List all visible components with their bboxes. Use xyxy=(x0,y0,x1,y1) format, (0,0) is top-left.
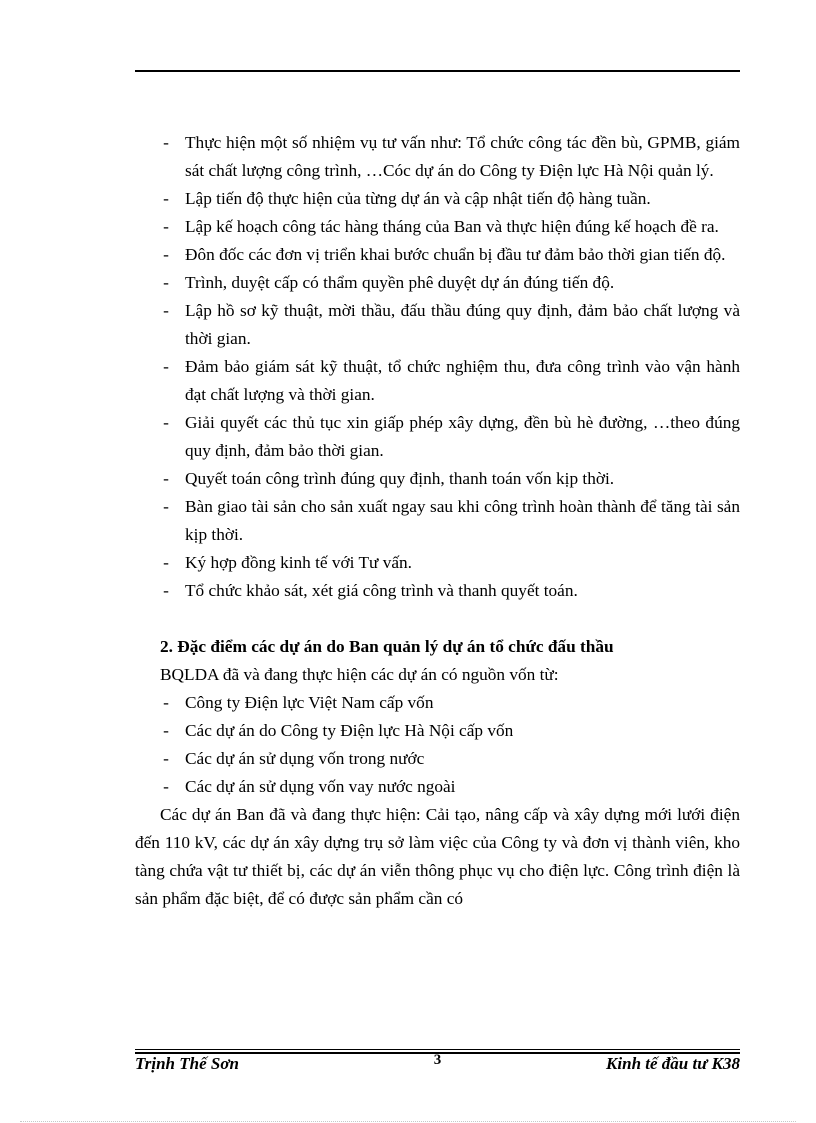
list-item: - Tổ chức khảo sát, xét giá công trình và thanh quyết toán. xyxy=(135,577,740,605)
bullet-dash-icon: - xyxy=(163,721,169,740)
bullet-dash-icon: - xyxy=(163,581,169,600)
list-item: - Trình, duyệt cấp có thẩm quyền phê duyệt dự án đúng tiến độ. xyxy=(135,269,740,297)
body-paragraph: Các dự án Ban đã và đang thực hiện: Cải tạo, nâng cấp và xây dựng mới lưới điện đến 110 kV, các dự án xây dựng trụ sở làm việc của Công ty và đơn vị thành viên, kho tàng chứa vật tư thiết bị, các dự án viễn thông phục vụ cho điện lực. Công trình điện là sản phẩm đặc biệt, để có được sản phẩm cần có xyxy=(135,805,740,908)
list-item: - Đôn đốc các đơn vị triển khai bước chuẩn bị đầu tư đảm bảo thời gian tiến độ. xyxy=(135,241,740,269)
bullet-dash-icon: - xyxy=(163,217,169,236)
list-item: - Bàn giao tài sản cho sản xuất ngay sau khi công trình hoàn thành để tăng tài sản kịp thời. xyxy=(135,493,740,549)
list-item: - Các dự án do Công ty Điện lực Hà Nội cấp vốn xyxy=(135,717,740,745)
list-item: - Công ty Điện lực Việt Nam cấp vốn xyxy=(135,689,740,717)
page-footer xyxy=(135,1054,740,1078)
footer-rule xyxy=(135,1049,740,1050)
bullet-dash-icon: - xyxy=(163,693,169,712)
bullet-dash-icon: - xyxy=(163,469,169,488)
bullet-dash-icon: - xyxy=(163,413,169,432)
list-item: - Thực hiện một số nhiệm vụ tư vấn như: Tổ chức công tác đền bù, GPMB, giám sát chất lượng công trình, …Cóc dự án do Công ty Điện lực Hà Nội quản lý. xyxy=(135,129,740,185)
list-item: - Các dự án sử dụng vốn trong nước xyxy=(135,745,740,773)
bullet-dash-icon: - xyxy=(163,245,169,264)
bullet-dash-icon: - xyxy=(163,553,169,572)
task-list xyxy=(135,129,740,605)
footer-author: Trịnh Thế Sơn xyxy=(135,1054,239,1073)
bullet-dash-icon: - xyxy=(163,273,169,292)
funding-source-list xyxy=(135,689,740,801)
section-heading: 2. Đặc điểm các dự án do Ban quản lý dự án tổ chức đấu thầu xyxy=(160,637,614,656)
bullet-dash-icon: - xyxy=(163,357,169,376)
section-intro: BQLDA đã và đang thực hiện các dự án có nguồn vốn từ: xyxy=(160,665,559,684)
page-body xyxy=(135,129,740,913)
list-item: - Đảm bảo giám sát kỹ thuật, tổ chức nghiệm thu, đưa công trình vào vận hành đạt chất lượng và thời gian. xyxy=(135,353,740,409)
list-item: - Ký hợp đồng kinh tế với Tư vấn. xyxy=(135,549,740,577)
page-edge-divider xyxy=(20,1121,796,1122)
list-item: - Lập kế hoạch công tác hàng tháng của Ban và thực hiện đúng kế hoạch đề ra. xyxy=(135,213,740,241)
list-item: - Các dự án sử dụng vốn vay nước ngoài xyxy=(135,773,740,801)
page-number: 3 xyxy=(433,1052,442,1068)
bullet-dash-icon: - xyxy=(163,497,169,516)
bullet-dash-icon: - xyxy=(163,133,169,152)
footer-course: Kinh tế đầu tư K38 xyxy=(606,1054,740,1073)
bullet-dash-icon: - xyxy=(163,301,169,320)
bullet-dash-icon: - xyxy=(163,189,169,208)
bullet-dash-icon: - xyxy=(163,749,169,768)
list-item: - Giải quyết các thủ tục xin giấp phép xây dựng, đền bù hè đường, …theo đúng quy định, đảm bảo thời gian. xyxy=(135,409,740,465)
list-item: - Lập hồ sơ kỹ thuật, mời thầu, đấu thầu đúng quy định, đảm bảo chất lượng và thời gian. xyxy=(135,297,740,353)
list-item: - Quyết toán công trình đúng quy định, thanh toán vốn kịp thời. xyxy=(135,465,740,493)
header-rule xyxy=(135,70,740,72)
bullet-dash-icon: - xyxy=(163,777,169,796)
list-item: - Lập tiến độ thực hiện của từng dự án và cập nhật tiến độ hàng tuần. xyxy=(135,185,740,213)
